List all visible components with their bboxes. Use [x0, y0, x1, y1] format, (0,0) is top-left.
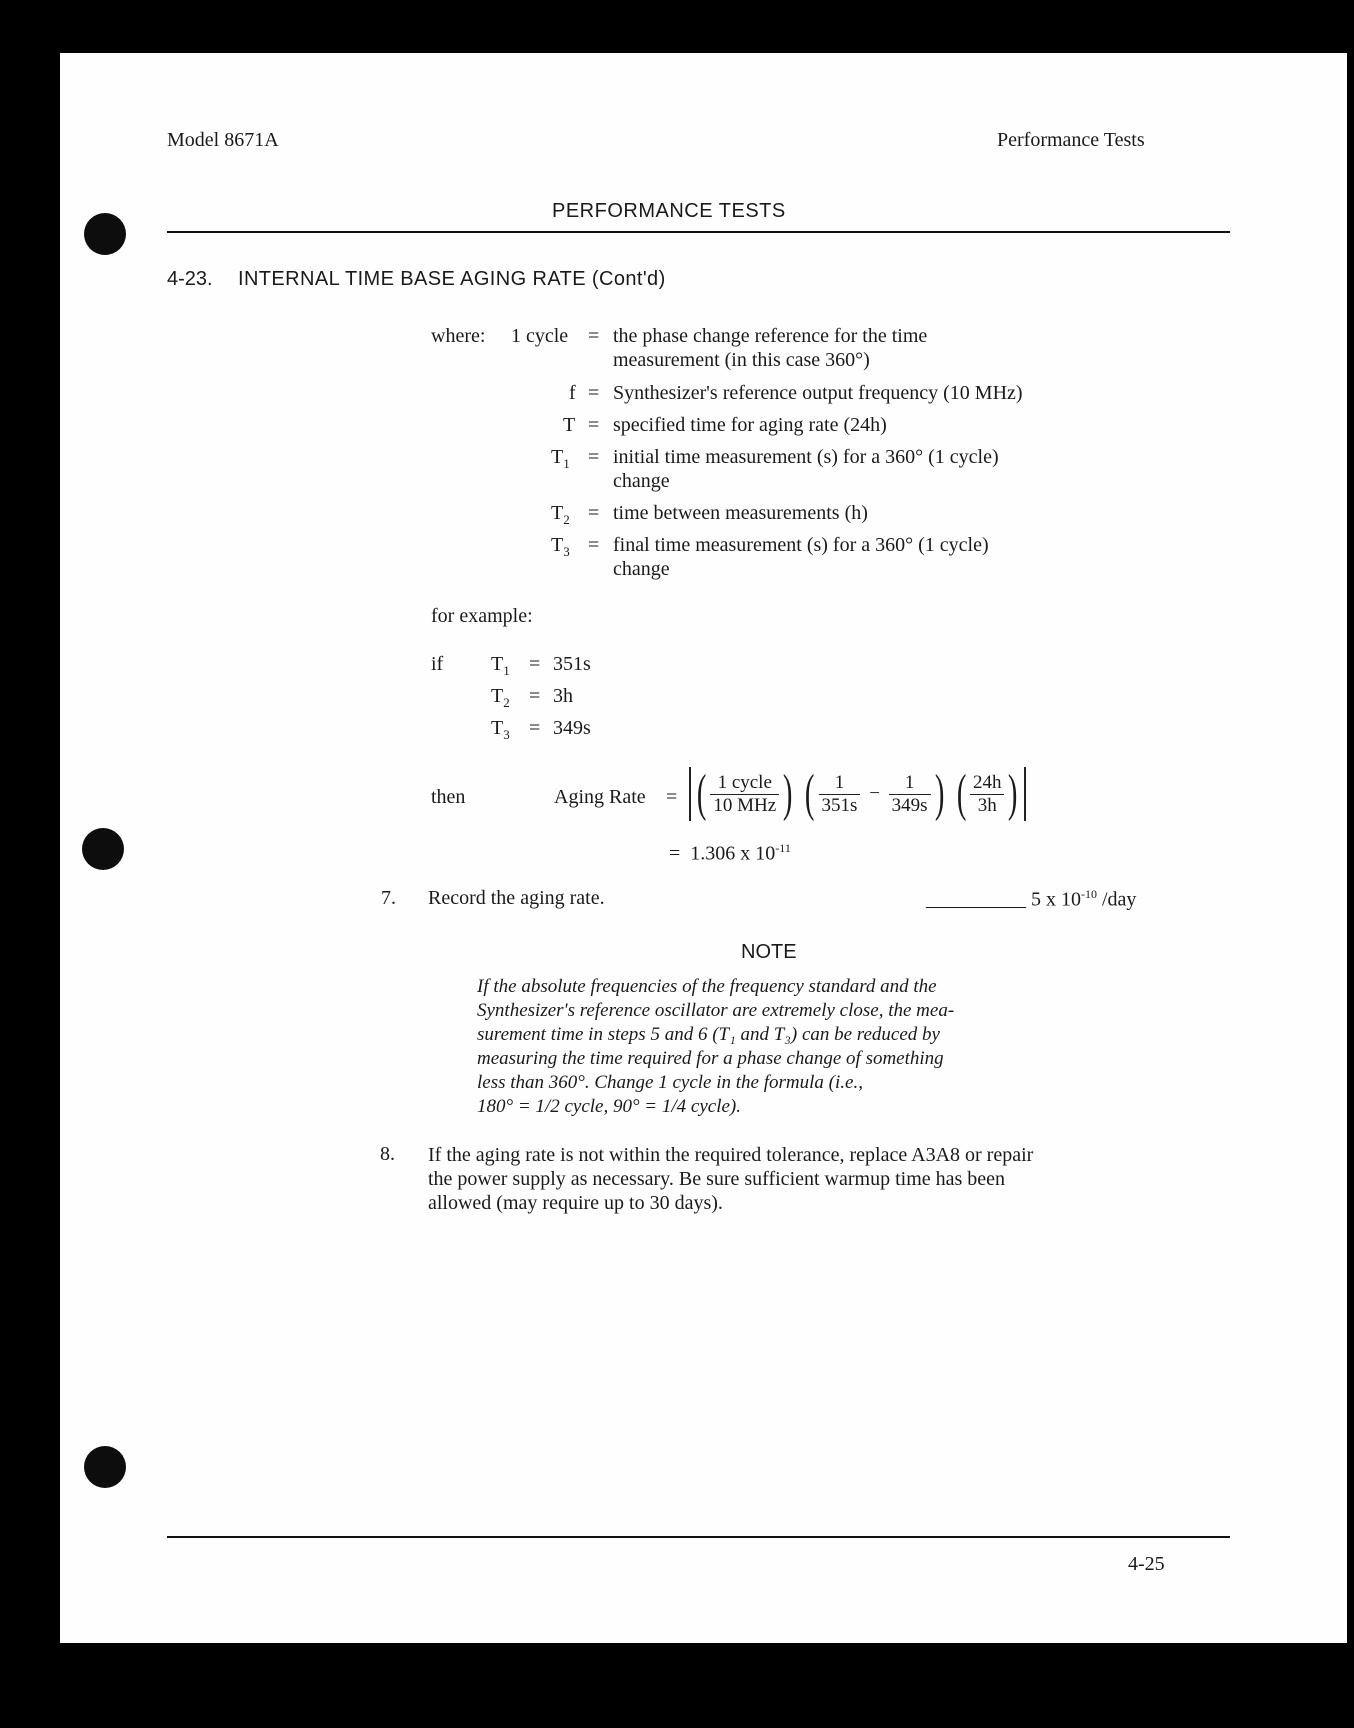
example-value: 349s [553, 717, 591, 739]
example-equals: = [529, 685, 541, 707]
abs-bar-right [1024, 767, 1026, 821]
punch-hole-bottom [84, 1446, 126, 1488]
definition-equals: = [588, 382, 600, 404]
definition-text: Synthesizer's reference output frequency (10 MHz) [613, 382, 1023, 404]
example-equals: = [529, 653, 541, 675]
example-value: 351s [553, 653, 591, 675]
note-line: measuring the time required for a phase change of something [477, 1048, 944, 1069]
paren-close-icon: ) [783, 765, 793, 822]
example-symbol: $T_1$ [491, 653, 510, 678]
paren-close-icon: ) [1008, 765, 1018, 822]
definition-text: initial time measurement (s) for a 360° (1 cycle) [613, 446, 999, 468]
step-8-line: allowed (may require up to 30 days). [428, 1192, 723, 1214]
fraction-one-over-t1: $\frac{1}{351s}$ [819, 772, 861, 817]
example-symbol: $T_3$ [491, 717, 510, 742]
definition-symbol: $T_2$ [551, 502, 570, 527]
definition-text: the phase change reference for the time [613, 325, 928, 347]
example-label: for example: [431, 605, 533, 627]
abs-bar-left [689, 767, 691, 821]
definition-symbol: T [563, 414, 576, 436]
record-blank: __________ [926, 888, 1026, 911]
header-model: Model 8671A [167, 129, 279, 151]
subsection-title: INTERNAL TIME BASE AGING RATE (Cont'd) [238, 268, 666, 290]
where-label: where: [431, 325, 486, 347]
note-line: 180° = 1/2 cycle, 90° = 1/4 cycle). [477, 1096, 741, 1117]
fraction-time-ratio: $\frac{24h}{3h}$ [970, 772, 1005, 817]
definition-equals: = [588, 534, 600, 556]
note-body [477, 975, 1117, 1119]
step-7-spec: __________ 5 x $10^{-10}$ /day [926, 887, 1137, 911]
aging-rate-formula [687, 767, 1028, 821]
paren-open-icon: ( [805, 765, 815, 822]
fraction-one-over-t3: $\frac{1}{349s}$ [889, 772, 931, 817]
example-equals: = [529, 717, 541, 739]
subsection-number: 4-23. [167, 268, 213, 290]
aging-rate-equals: = [666, 786, 678, 808]
definition-symbol: $T_3$ [551, 534, 570, 559]
step-8-line: If the aging rate is not within the required tolerance, replace A3A8 or repair [428, 1144, 1034, 1166]
paren-close-icon: ) [934, 765, 945, 822]
page-title: PERFORMANCE TESTS [552, 200, 786, 222]
minus-sign: − [869, 783, 880, 804]
footer-rule [167, 1536, 1230, 1538]
definition-text: specified time for aging rate (24h) [613, 414, 887, 436]
paren-open-icon: ( [696, 765, 707, 822]
note-line: surement time in steps 5 and 6 (T₁ and T₃) can be reduced by [477, 1024, 940, 1045]
header-rule [167, 231, 1230, 233]
definition-equals: = [588, 325, 600, 347]
definition-equals: = [588, 446, 600, 468]
step-7-text: Record the aging rate. [428, 887, 605, 909]
if-label: if [431, 653, 444, 675]
example-symbol: $T_2$ [491, 685, 510, 710]
definition-text: final time measurement (s) for a 360° (1 cycle) [613, 534, 989, 556]
definition-text-cont: change [613, 558, 670, 580]
definition-text: time between measurements (h) [613, 502, 868, 524]
example-value: 3h [553, 685, 573, 707]
step-7-number: 7. [381, 887, 396, 909]
step-8-number: 8. [380, 1143, 395, 1165]
definition-symbol: $T_1$ [551, 446, 570, 471]
page-number: 4-25 [1128, 1553, 1165, 1575]
definition-text-cont: change [613, 470, 670, 492]
punch-hole-top [84, 213, 126, 255]
document-page [60, 53, 1347, 1643]
step-8-line: the power supply as necessary. Be sure sufficient warmup time has been [428, 1168, 1006, 1190]
definition-symbol: f [569, 382, 576, 404]
then-label: then [431, 786, 466, 808]
step-8-text [428, 1143, 1228, 1215]
definition-text-cont: measurement (in this case 360°) [613, 349, 870, 371]
note-heading: NOTE [741, 941, 797, 963]
note-line: Synthesizer's reference oscillator are extremely close, the mea- [477, 1000, 955, 1021]
note-line: If the absolute frequencies of the frequency standard and the [477, 976, 937, 997]
paren-open-icon: ( [956, 765, 967, 822]
aging-rate-result: = 1.306 x $10^{-11}$ [669, 841, 791, 865]
note-line: less than 360°. Change 1 cycle in the formula (i.e., [477, 1072, 863, 1093]
header-section: Performance Tests [997, 129, 1145, 151]
aging-rate-label: Aging Rate [554, 786, 646, 808]
definition-symbol: 1 cycle [511, 325, 569, 347]
definition-equals: = [588, 502, 600, 524]
definition-equals: = [588, 414, 600, 436]
punch-hole-middle [82, 828, 124, 870]
fraction-cycle-per-frequency: $\frac{\text{1 cycle}}{\text{10 MHz}}$ [710, 772, 779, 817]
